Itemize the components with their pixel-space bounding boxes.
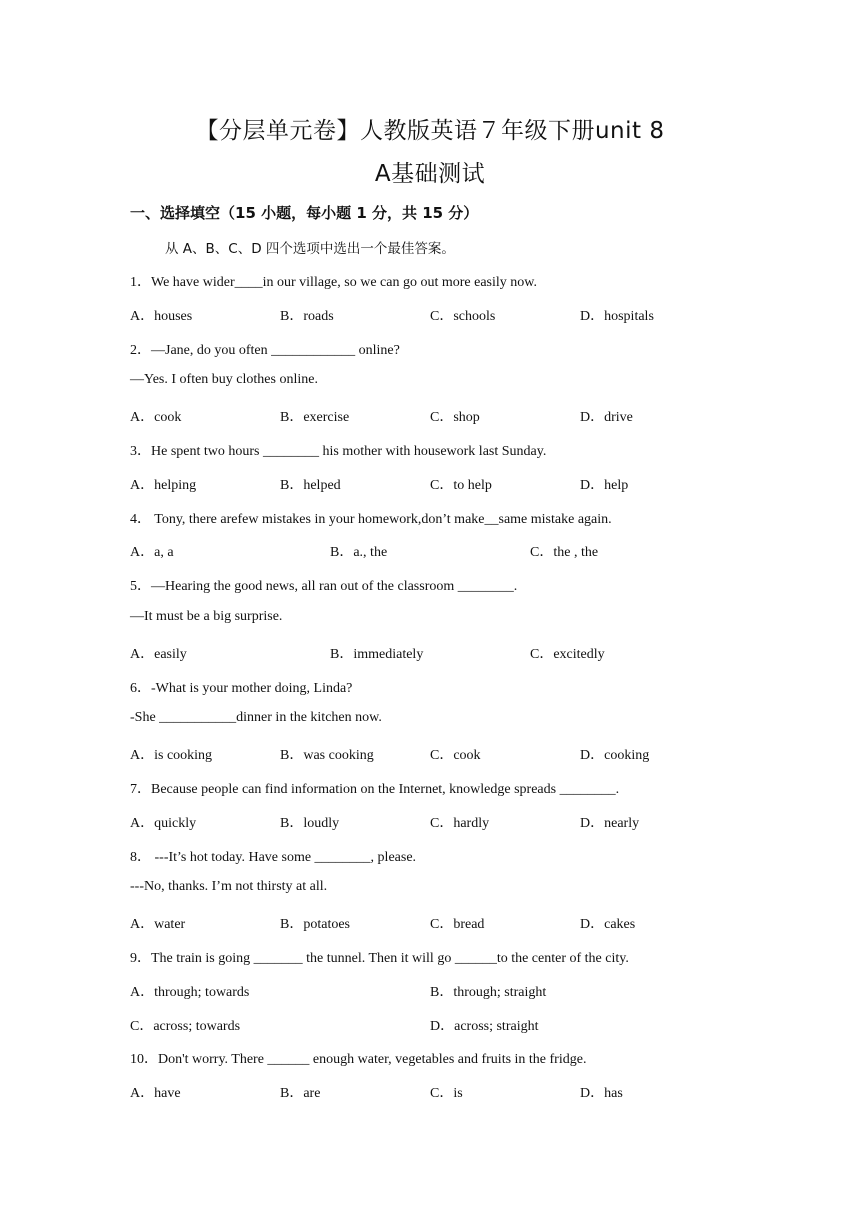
question-9-stem: 9．The train is going _______ the tunnel. Then it will go ______to the center of the city. <box>130 951 629 966</box>
question-7-option-d: D．nearly <box>580 816 640 831</box>
question-8-option-b: B．potatoes <box>280 917 350 932</box>
question-10-option-b: B．are <box>280 1086 321 1101</box>
question-5-option-c: C．excitedly <box>530 647 605 662</box>
question-1-option-d: D．hospitals <box>580 309 654 324</box>
question-10-option-d: D．has <box>580 1086 623 1101</box>
question-8-option-c: C．bread <box>430 917 485 932</box>
question-10-option-a: A．have <box>130 1086 181 1101</box>
question-7-option-a: A．quickly <box>130 816 197 831</box>
question-5-stem: 5．—Hearing the good news, all ran out of the classroom ________. <box>130 579 518 594</box>
question-2-option-c: C．shop <box>430 410 480 425</box>
question-2-stem: 2．—Jane, do you often ____________ online? <box>130 343 400 358</box>
question-5-reply: —It must be a big surprise. <box>130 609 283 624</box>
question-1-stem: 1．We have wider____in our village, so we can go out more easily now. <box>130 275 537 290</box>
question-4-option-c: C．the , the <box>530 545 599 560</box>
question-2-option-d: D．drive <box>580 410 633 425</box>
question-1-option-c: C．schools <box>430 309 496 324</box>
question-8-reply: ---No, thanks. I’m not thirsty at all. <box>130 879 328 894</box>
question-2-option-a: A．cook <box>130 410 182 425</box>
question-1-option-a: A．houses <box>130 309 193 324</box>
question-8-stem: 8． ---It’s hot today. Have some ________, please. <box>130 850 417 865</box>
question-10-option-c: C．is <box>430 1086 463 1101</box>
question-6-option-d: D．cooking <box>580 748 650 763</box>
question-2-reply: —Yes. I often buy clothes online. <box>130 372 318 387</box>
question-5-option-a: A．easily <box>130 647 187 662</box>
question-8-option-d: D．cakes <box>580 917 636 932</box>
question-5-option-b: B．immediately <box>330 647 424 662</box>
question-3-option-c: C．to help <box>430 478 492 493</box>
instruction-text: 从 A、B、C、D 四个选项中选出一个最佳答案。 <box>165 241 455 257</box>
page-title-line-1: 【分层单元卷】人教版英语７年级下册unit 8 <box>195 118 665 144</box>
page-title-line-2: A基础测试 <box>374 161 486 187</box>
question-6-reply: -She ___________dinner in the kitchen now. <box>130 710 382 725</box>
question-4-stem: 4． Tony, there arefew mistakes in your homework,don’t make__same mistake again. <box>130 512 612 527</box>
question-8-option-a: A．water <box>130 917 186 932</box>
question-6-option-c: C．cook <box>430 748 481 763</box>
question-1-option-b: B．roads <box>280 309 334 324</box>
question-6-stem: 6．-What is your mother doing, Linda? <box>130 681 353 696</box>
question-7-stem: 7．Because people can find information on the Internet, knowledge spreads ________. <box>130 782 620 797</box>
question-4-option-b: B．a., the <box>330 545 388 560</box>
question-9-option-c: C．across; towards <box>130 1019 241 1034</box>
question-3-stem: 3．He spent two hours ________ his mother with housework last Sunday. <box>130 444 547 459</box>
question-2-option-b: B．exercise <box>280 410 350 425</box>
section-heading: 一、选择填空（15 小题，每小题 1 分，共 15 分） <box>130 204 479 222</box>
question-3-option-a: A．helping <box>130 478 197 493</box>
question-3-option-d: D．help <box>580 478 629 493</box>
question-9-option-a: A．through; towards <box>130 985 250 1000</box>
question-10-stem: 10．Don't worry. There ______ enough water, vegetables and fruits in the fridge. <box>130 1052 587 1067</box>
question-4-option-a: A．a, a <box>130 545 174 560</box>
question-9-option-b: B．through; straight <box>430 985 547 1000</box>
question-9-option-d: D．across; straight <box>430 1019 539 1034</box>
question-3-option-b: B．helped <box>280 478 341 493</box>
question-7-option-c: C．hardly <box>430 816 490 831</box>
question-7-option-b: B．loudly <box>280 816 340 831</box>
question-6-option-b: B．was cooking <box>280 748 374 763</box>
question-6-option-a: A．is cooking <box>130 748 213 763</box>
